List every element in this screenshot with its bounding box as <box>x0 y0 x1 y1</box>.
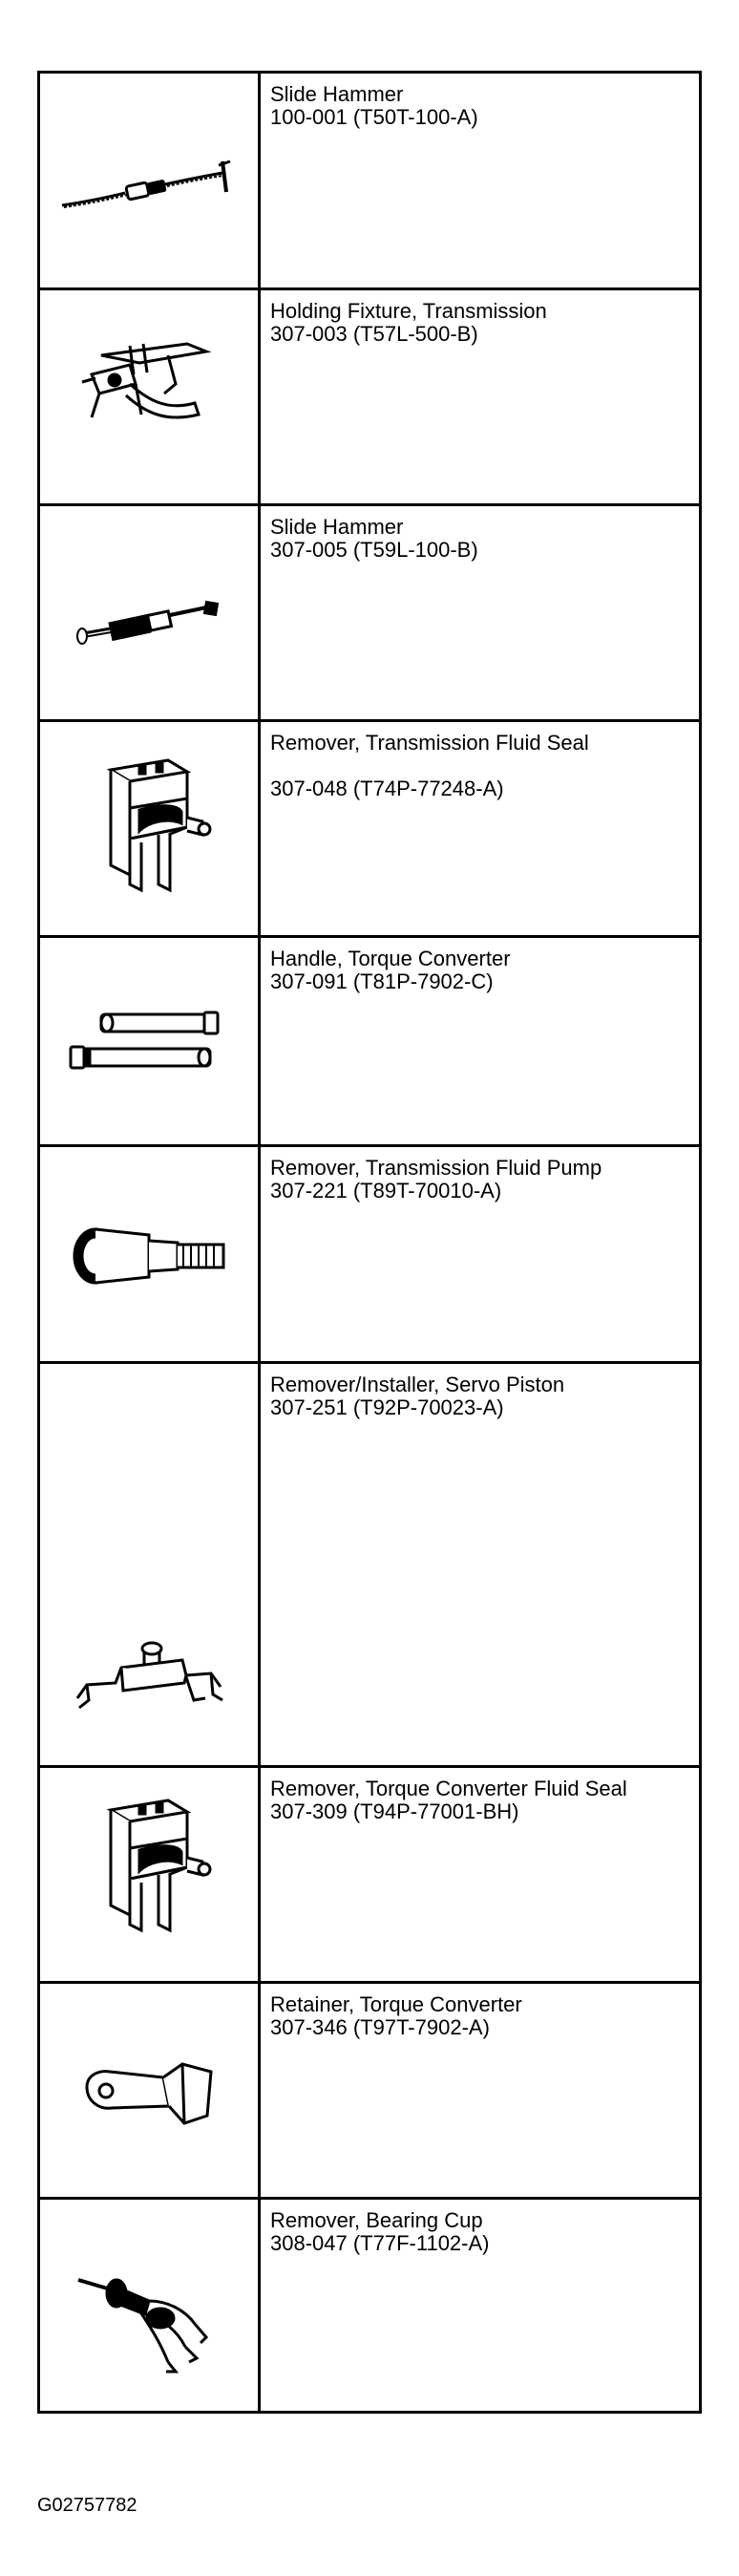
special-tools-table <box>37 71 702 2414</box>
tool-description-cell <box>260 73 701 289</box>
tool-number: 307-309 (T94P-77001-BH) <box>270 1799 519 1823</box>
tool-image-cell <box>39 1767 260 1983</box>
tool-image-cell <box>39 2199 260 2413</box>
torque-converter-handle-icon <box>40 1003 258 1079</box>
tool-description-cell <box>260 505 701 721</box>
table-row <box>39 505 701 721</box>
tool-image-cell <box>39 721 260 937</box>
tool-number: 307-346 (T97T-7902-A) <box>270 2015 490 2039</box>
tool-name: Remover/Installer, Servo Piston <box>270 1373 565 1396</box>
tool-image-cell <box>39 1146 260 1363</box>
tool-name: Remover, Bearing Cup <box>270 2208 483 2232</box>
slide-hammer-icon <box>40 150 258 217</box>
tool-number: 307-003 (T57L-500-B) <box>270 322 478 346</box>
tool-image-cell <box>39 1983 260 2199</box>
tool-description-cell <box>260 1363 701 1767</box>
spacer <box>270 755 689 777</box>
tool-name: Remover, Transmission Fluid Seal <box>270 731 589 755</box>
slide-hammer-icon <box>40 581 258 648</box>
table-row <box>39 1983 701 2199</box>
tool-image-cell <box>39 73 260 289</box>
bearing-cup-remover-icon <box>40 2251 258 2375</box>
table-row <box>39 73 701 289</box>
tool-description-cell <box>260 1983 701 2199</box>
figure-code: G02757782 <box>37 2495 137 2516</box>
tool-number: 307-048 (T74P-77248-A) <box>270 777 504 800</box>
table-row <box>39 1146 701 1363</box>
tool-number: 100-001 (T50T-100-A) <box>270 105 478 129</box>
tool-name: Remover, Torque Converter Fluid Seal <box>270 1777 627 1800</box>
tool-number: 308-047 (T77F-1102-A) <box>270 2231 490 2255</box>
tool-description-cell <box>260 2199 701 2413</box>
table-row <box>39 1767 701 1983</box>
tool-number: 307-251 (T92P-70023-A) <box>270 1395 504 1419</box>
tool-description-cell <box>260 1146 701 1363</box>
tool-name: Handle, Torque Converter <box>270 947 511 970</box>
tool-description-cell <box>260 937 701 1146</box>
table-row <box>39 289 701 505</box>
tool-number: 307-221 (T89T-70010-A) <box>270 1179 502 1203</box>
tool-name: Holding Fixture, Transmission <box>270 299 547 323</box>
table-row <box>39 721 701 937</box>
tool-name: Slide Hammer <box>270 82 404 106</box>
fluid-seal-remover-icon <box>40 751 258 904</box>
transmission-holding-fixture-icon <box>40 327 258 432</box>
tool-name: Retainer, Torque Converter <box>270 1992 522 2016</box>
tool-description-cell <box>260 721 701 937</box>
torque-converter-retainer-icon <box>40 2049 258 2135</box>
fluid-seal-remover-icon <box>40 1791 258 1944</box>
tool-number: 307-091 (T81P-7902-C) <box>270 969 494 993</box>
table-row <box>39 1363 701 1767</box>
tool-number: 307-005 (T59L-100-B) <box>270 538 478 562</box>
servo-piston-tool-icon <box>40 1631 258 1727</box>
tool-description-cell <box>260 1767 701 1983</box>
table-row <box>39 937 701 1146</box>
tool-name: Slide Hammer <box>270 515 404 539</box>
table-row <box>39 2199 701 2413</box>
tool-image-cell <box>39 937 260 1146</box>
tool-image-cell <box>39 289 260 505</box>
tool-description-cell <box>260 289 701 505</box>
tool-image-cell <box>39 505 260 721</box>
tool-image-cell <box>39 1363 260 1767</box>
fluid-pump-remover-icon <box>40 1216 258 1292</box>
tool-name: Remover, Transmission Fluid Pump <box>270 1156 602 1180</box>
